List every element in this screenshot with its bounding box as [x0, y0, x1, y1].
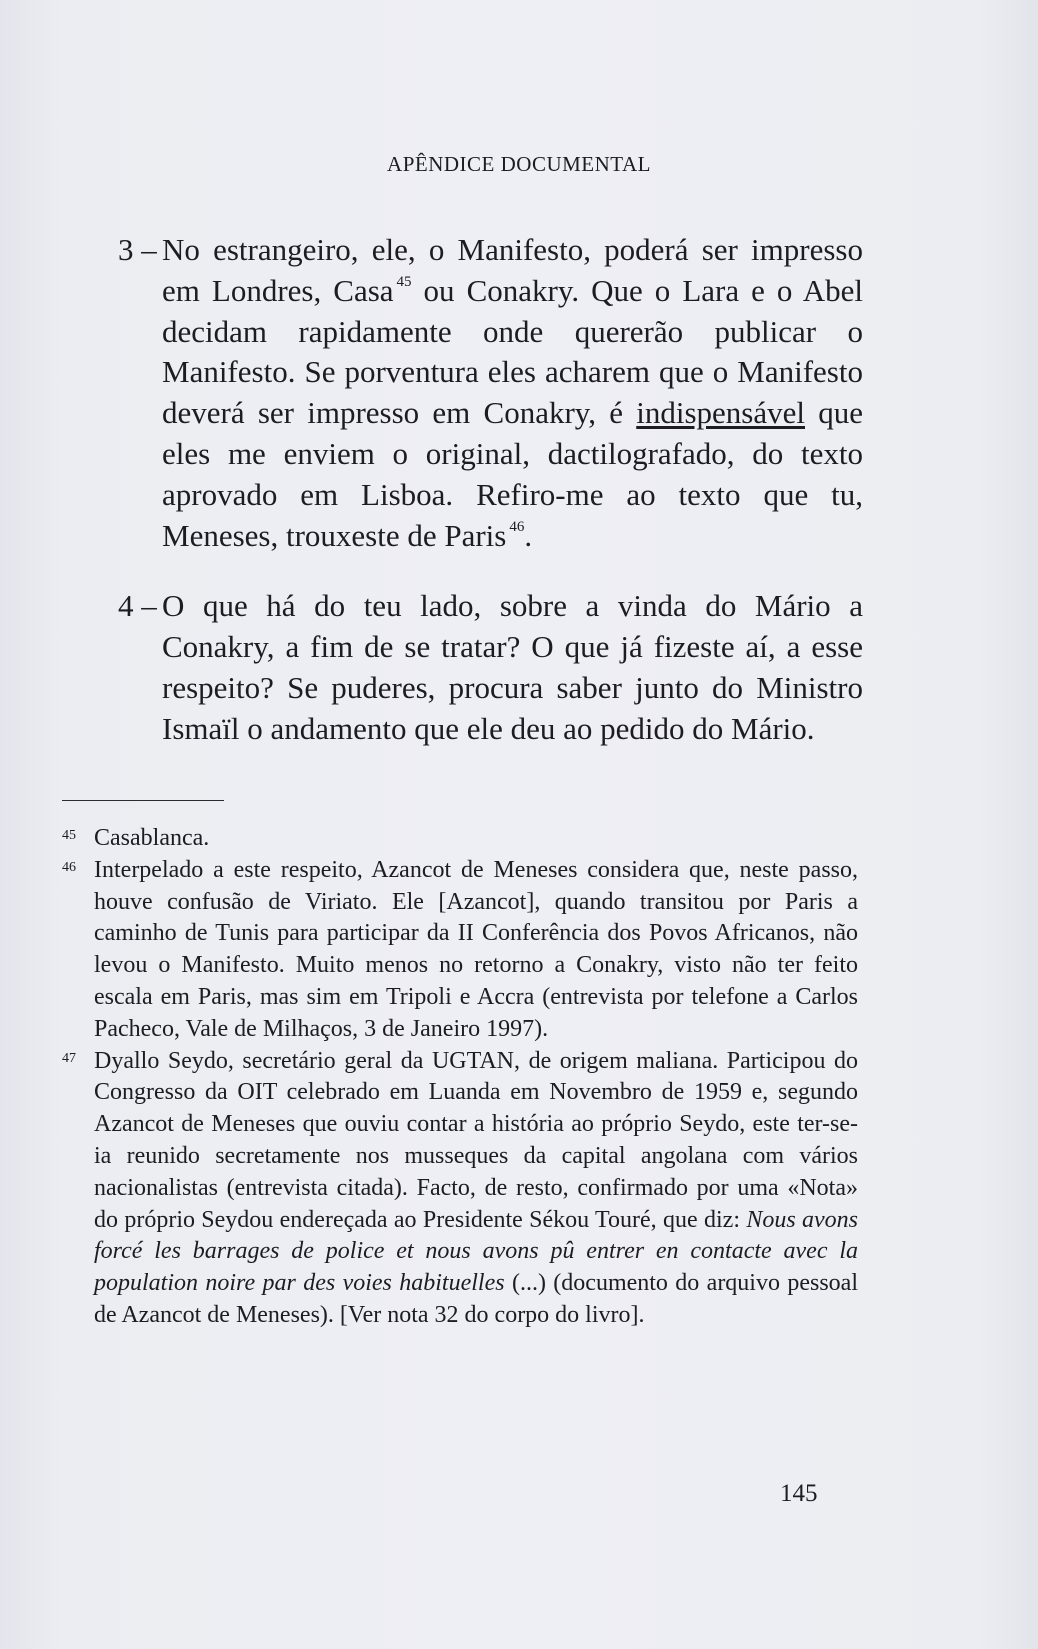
footnote-ref-46[interactable]: 46 — [509, 518, 525, 535]
footnote-text: Interpelado a este respeito, Azancot de Meneses considera que, neste passo, houve confusão de Viriato. Ele [Azancot], quando transitou por Paris a caminho de Tunis para participar da II Conferência dos Povos Africanos, não levou o Manifesto. Muito menos no retorno a Conakry, visto não ter feito escala em Paris, mas sim em Tripoli e Accra (entrevista por telefone a Carlos Pacheco, Vale de Milhaços, 3 de Janeiro 1997). — [94, 856, 858, 1042]
item-text-part: . — [524, 517, 533, 553]
footnote-number: 46 — [62, 859, 76, 875]
footnotes — [62, 823, 858, 1332]
footnote-45 — [62, 823, 858, 855]
item-3 — [118, 230, 863, 556]
footnote-text: (...) (documento do arquivo pessoal de Azancot de Meneses). [Ver nota 32 do corpo do livro]. — [94, 1270, 858, 1328]
footnote-quote: Nous avons forcé les barrages de police et nous avons pû entrer en contacte avec la population noire par des voies habituelles — [94, 1206, 858, 1297]
footnote-number: 47 — [62, 1050, 76, 1066]
underlined-word: indispensável — [636, 395, 805, 431]
page-number: 145 — [780, 1480, 818, 1507]
footnote-text: Casablanca. — [94, 825, 210, 851]
footnote-ref-45[interactable]: 45 — [396, 273, 412, 290]
footnote-47 — [62, 1046, 858, 1332]
footnote-text: Dyallo Seydo, secretário geral da UGTAN, de origem maliana. Participou do Congresso da OIT celebrado em Luanda em Novembro de 1959 e, segundo Azancot de Meneses que ouviu contar a história ao próprio Seydo, este ter-se-ia reunido secretamente nos musseques da capital angolana com vários nacionalistas (entrevista citada). Facto, de resto, confirmado por uma «Nota» do próprio Seydou endereçada ao Presidente Sékou Touré, que diz: — [94, 1047, 858, 1233]
running-header: APÊNDICE DOCUMENTAL — [387, 152, 651, 176]
main-text — [118, 230, 863, 750]
item-text-part: No estrangeiro, ele, o Manifesto, poderá ser impresso em Londres, Casa — [162, 232, 863, 308]
item-text-part: ou Conakry. Que o Lara e o Abel decidam rapidamente onde quererão publicar o Manifesto. Se porventura eles acharem que o Manifesto deverá ser impresso em Conakry, é — [162, 272, 863, 431]
footnote-46 — [62, 855, 858, 1046]
item-body — [162, 230, 863, 556]
footnote-separator — [62, 800, 224, 801]
item-body: O que há do teu lado, sobre a vinda do Mário a Conakry, a fim de se tratar? O que já fizeste aí, a esse respeito? Se puderes, procura saber junto do Ministro Ismaïl o andamento que ele deu ao pedido do Mário. — [162, 588, 863, 746]
item-number: 4 – — [118, 588, 157, 624]
item-text-part: que eles me enviem o original, dactilografado, do texto aprovado em Lisboa. Refiro-me ao texto que tu, Meneses, trouxeste de Paris — [162, 395, 863, 553]
item-4 — [118, 586, 863, 749]
footnote-number: 45 — [62, 828, 76, 843]
item-number: 3 – — [118, 232, 157, 267]
